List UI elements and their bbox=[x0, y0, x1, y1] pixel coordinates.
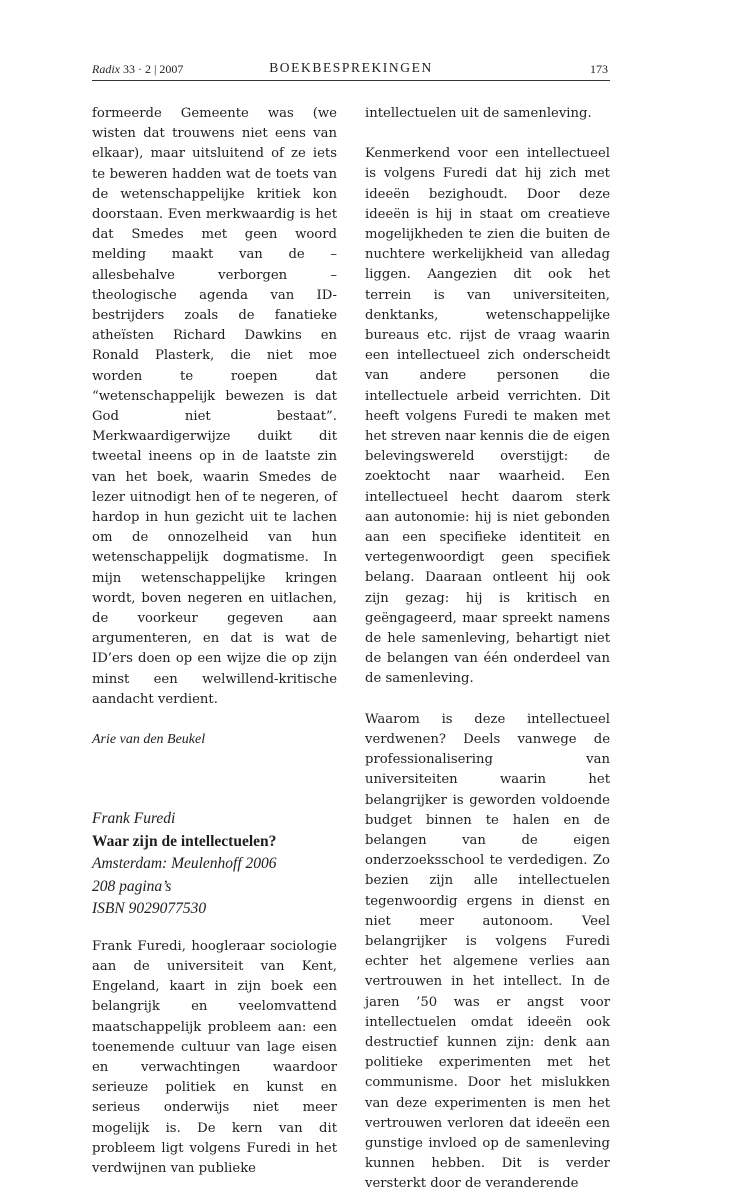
review-author-signature: Arie van den Beukel bbox=[92, 732, 206, 748]
journal-issue: 33 · 2 | 2007 bbox=[123, 62, 184, 76]
running-header bbox=[92, 60, 610, 82]
page-number: 173 bbox=[590, 62, 608, 76]
book-author: Frank Furedi bbox=[92, 810, 176, 828]
journal-name: Radix bbox=[92, 62, 120, 76]
right-paragraph-1: intellectuelen uit de samenleving. bbox=[365, 106, 592, 121]
book-details bbox=[92, 808, 337, 921]
right-paragraph-2: Kenmerkend voor een intellectueel is volgens Furedi dat hij zich met ideeën bezighoudt. Door deze ideeën is hij in staat om creatieve mogelijkheden te zien die buiten de nuchtere werkelijkheid van alledag liggen. Aangezien dit ook het terrein is van universiteiten, denktanks, wetenschappelijke bureaus etc. rijst de vraag waarin een intellectueel zich onderscheidt van andere personen die intellectuele arbeid verrichten. Dit heeft volgens Furedi te maken met het streven naar kennis die de eigen belevingswereld overstijgt: de zoektocht naar waarheid. Een intellectueel hecht daarom sterk aan autonomie: hij is niet gebonden aan een specifieke identiteit en vertegenwoordigt geen specifiek belang. Daaraan ontleent hij ook zijn gezag: hij is kritisch en geëngageerd, maar spreekt namens de hele samenleving, behartigt niet de belangen van één onderdeel van de samenleving. bbox=[365, 146, 610, 687]
left-paragraph-2: Frank Furedi, hoogleraar sociologie aan de universiteit van Kent, Engeland, kaart in zijn boek een belangrijk en veelomvattend maatschappelijk probleem aan: een toenemende cultuur van lage eisen en verwachtingen waardoor serieuze politiek en kunst en serieus onderwijs niet meer mogelijk is. De kern van dit probleem ligt volgens Furedi in het verdwijnen van publieke bbox=[92, 938, 337, 1177]
right-paragraph-3: Waarom is deze intellectueel verdwenen? Deels vanwege de professionalisering van universiteiten waarin het belangrijker is geworden voldoende budget binnen te halen en de belangen van de eigen onderzoeksschool te verdedigen. Zo bezien zijn alle intellectuelen tegenwoordig ergens in dienst en niet meer autonoom. Veel belangrijker is volgens Furedi echter het algemene verlies aan vertrouwen in het intellect. In de jaren ’50 was er angst voor intellectuelen omdat ideeën ook destructief kunnen zijn: denk aan politieke experimenten met het communisme. Door het mislukken van deze experimenten is men het vertrouwen verloren dat ideeën een gunstige invloed op de samenleving kunnen hebben. Dit is verder versterkt door de veranderende bbox=[365, 711, 610, 1192]
left-paragraph-1: formeerde Gemeente was (we wisten dat trouwens niet eens van elkaar), maar uitsluitend of ze iets te beweren hadden wat de toets van de wetenschappelijke kritiek kon doorstaan. Even merkwaardig is het dat Smedes met geen woord melding maakt van de – allesbehalve verborgen – theologische agenda van ID-bestrijders zoals de fanatieke atheïsten Richard Dawkins en Ronald Plasterk, die niet moe worden te roepen dat “wetenschappelijk bewezen is dat God niet bestaat”. Merkwaardigerwijze duikt dit tweetal ineens op in de laatste zin van het boek, waarin Smedes de lezer uitnodigt hen of te negeren, of hardop in hun gezicht uit te lachen om de onnozelheid van hun wetenschappelijk dogmatisme. In mijn wetenschappelijke kringen wordt, boven negeren en uitlachen, de voorkeur gegeven aan argumenteren, en dat is wat de ID’ers doen op een wijze die op zijn minst een welwillend-kritische aandacht verdient. bbox=[92, 106, 337, 707]
book-pages: 208 pagina’s bbox=[92, 877, 172, 895]
book-isbn: ISBN 9029077530 bbox=[92, 900, 207, 918]
book-title: Waar zijn de intellectuelen? bbox=[92, 832, 277, 850]
left-column bbox=[92, 104, 337, 1179]
section-title: BOEKBESPREKINGEN bbox=[269, 60, 433, 75]
right-column bbox=[365, 104, 610, 1195]
header-rule bbox=[92, 80, 610, 81]
book-publisher: Amsterdam: Meulenhoff 2006 bbox=[92, 855, 277, 873]
